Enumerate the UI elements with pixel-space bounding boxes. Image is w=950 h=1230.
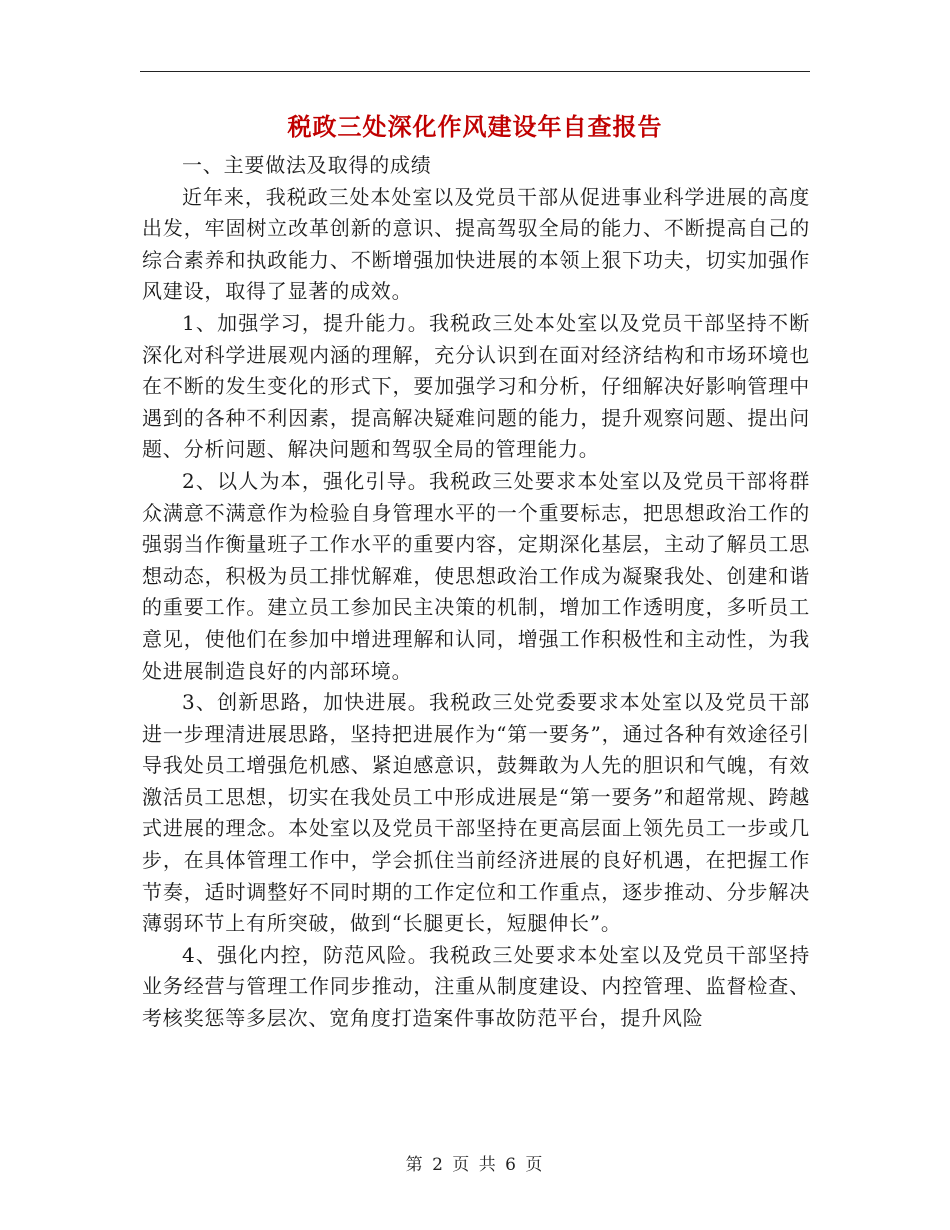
paragraph-item-2: 2、以人为本，强化引导。我税政三处要求本处室以及党员干部将群众满意不满意作为检验自身管理水平的一个重要标志，把思想政治工作的强弱当作衡量班子工作水平的重要内容，定期深化基层，主动了解员工思想动态，积极为员工排忧解难，使思想政治工作成为凝聚我处、创建和谐的重要工作。建立员工参加民主决策的机制，增加工作透明度，多听员工意见，使他们在参加中增进理解和认同，增强工作积极性和主动性，为我处进展制造良好的内部环境。 — [142, 468, 810, 683]
document-title: 税政三处深化作风建设年自查报告 — [287, 112, 663, 141]
paragraph-item-4: 4、强化内控，防范风险。我税政三处要求本处室以及党员干部坚持业务经营与管理工作同步推动，注重从制度建设、内控管理、监督检查、考核奖惩等多层次、宽角度打造案件事故防范平台，提升风险 — [142, 942, 810, 1031]
paragraph-intro: 近年来，我税政三处本处室以及党员干部从促进事业科学进展的高度出发，牢固树立改革创新的意识、提高驾驭全局的能力、不断提高自己的综合素养和执政能力、不断增强加快进展的本领上狠下功夫，切实加强作风建设，取得了显著的成效。 — [142, 184, 810, 304]
paragraph-item-1: 1、加强学习，提升能力。我税政三处本处室以及党员干部坚持不断深化对科学进展观内涵的理解，充分认识到在面对经济结构和市场环境也在不断的发生变化的形式下，要加强学习和分析，仔细解决好影响管理中遇到的各种不利因素，提高解决疑难问题的能力，提升观察问题、提出问题、分析问题、解决问题和驾驭全局的管理能力。 — [142, 310, 810, 462]
paragraph-item-3: 3、创新思路，加快进展。我税政三处党委要求本处室以及党员干部进一步理清进展思路，坚持把进展作为“第一要务”，通过各种有效途径引导我处员工增强危机感、紧迫感意识，鼓舞敢为人先的胆识和气魄，有效激活员工思想，切实在我处员工中形成进展是“第一要务”和超常规、跨越式进展的理念。本处室以及党员干部坚持在更高层面上领先员工一步或几步，在具体管理工作中，学会抓住当前经济进展的良好机遇，在把握工作节奏，适时调整好不同时期的工作定位和工作重点，逐步推动、分步解决薄弱环节上有所突破，做到“长腿更长，短腿伸长”。 — [142, 690, 810, 936]
document-body — [142, 150, 810, 1035]
page-footer: 第 2 页 共 6 页 — [405, 1155, 545, 1175]
header-rule — [140, 71, 810, 72]
section-heading: 一、主要做法及取得的成绩 — [182, 153, 432, 177]
